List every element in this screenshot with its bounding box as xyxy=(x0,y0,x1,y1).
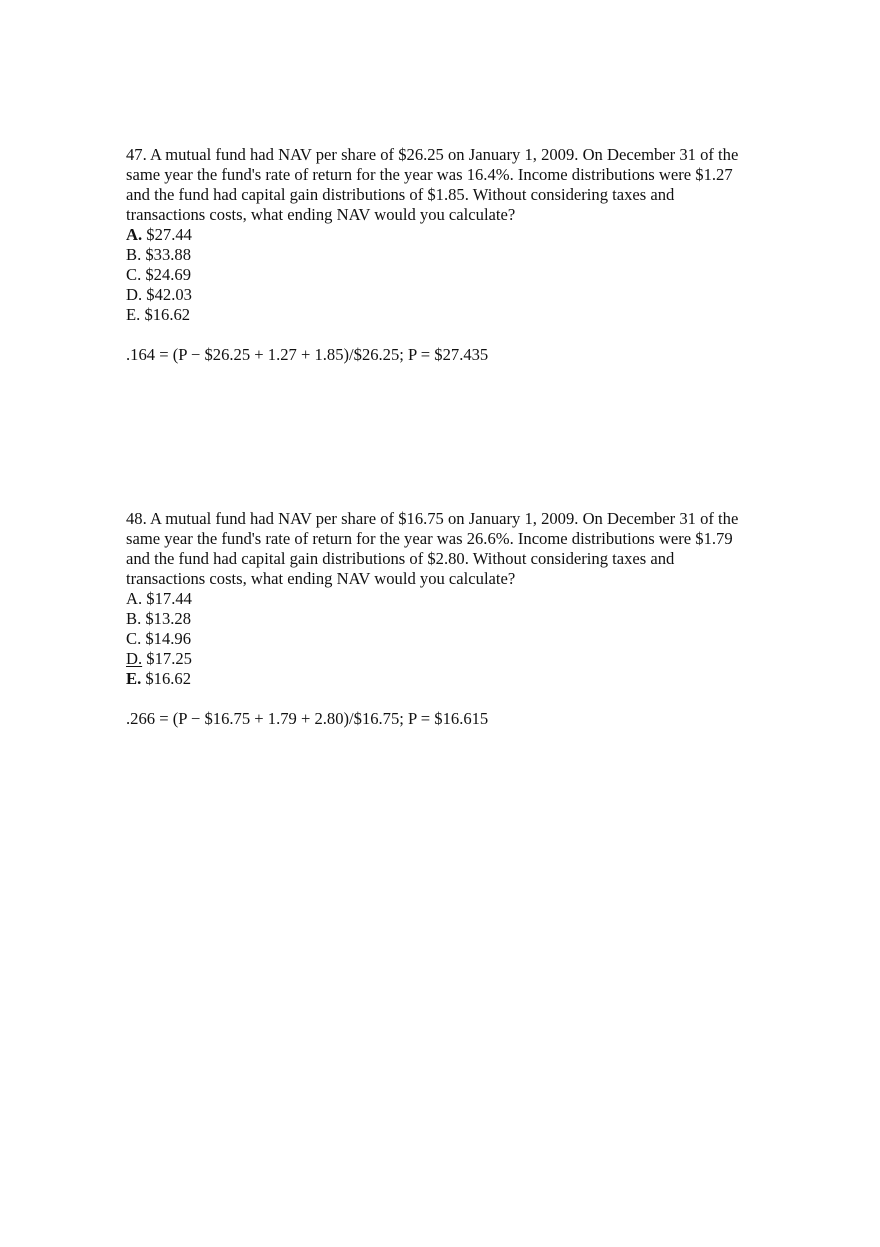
option-value: $17.44 xyxy=(146,589,192,608)
option-e xyxy=(126,305,786,325)
option-value: $14.96 xyxy=(145,629,192,648)
option-letter: E. xyxy=(126,305,141,324)
option-c xyxy=(126,629,786,649)
option-letter: D. xyxy=(126,285,143,304)
option-letter: E. xyxy=(126,669,142,688)
option-letter: D. xyxy=(126,649,143,668)
question-stem xyxy=(126,145,786,225)
answer-options xyxy=(126,225,786,325)
stem-line: 47. A mutual fund had NAV per share of $26.25 on January 1, 2009. On December 31 of the xyxy=(126,145,739,164)
option-value: $13.28 xyxy=(145,609,192,628)
option-d xyxy=(126,649,786,669)
option-e xyxy=(126,669,786,689)
solution-line: .266 = (P − $16.75 + 1.79 + 2.80)/$16.75; P = $16.615 xyxy=(126,709,489,728)
stem-line: transactions costs, what ending NAV would you calculate? xyxy=(126,569,516,588)
option-b xyxy=(126,609,786,629)
option-a xyxy=(126,589,786,609)
stem-line: and the fund had capital gain distributions of $2.80. Without considering taxes and xyxy=(126,549,675,568)
answer-options xyxy=(126,589,786,689)
solution-line: .164 = (P − $26.25 + 1.27 + 1.85)/$26.25; P = $27.435 xyxy=(126,345,489,364)
option-letter: C. xyxy=(126,629,142,648)
option-letter: C. xyxy=(126,265,142,284)
option-value: $16.62 xyxy=(145,669,192,688)
stem-line: transactions costs, what ending NAV would you calculate? xyxy=(126,205,516,224)
option-value: $16.62 xyxy=(144,305,191,324)
option-a xyxy=(126,225,786,245)
question-stem xyxy=(126,509,786,589)
option-letter: B. xyxy=(126,245,142,264)
question-48 xyxy=(126,509,786,729)
option-d xyxy=(126,285,786,305)
option-letter: B. xyxy=(126,609,142,628)
option-value: $27.44 xyxy=(146,225,192,244)
option-value: $33.88 xyxy=(145,245,192,264)
stem-line: and the fund had capital gain distributions of $1.85. Without considering taxes and xyxy=(126,185,675,204)
option-letter: A. xyxy=(126,589,143,608)
option-value: $24.69 xyxy=(145,265,192,284)
question-47 xyxy=(126,145,786,365)
stem-line: same year the fund's rate of return for the year was 16.4%. Income distributions were $1.27 xyxy=(126,165,733,184)
option-value: $17.25 xyxy=(146,649,192,668)
stem-line: same year the fund's rate of return for the year was 26.6%. Income distributions were $1.79 xyxy=(126,529,733,548)
option-b xyxy=(126,245,786,265)
option-letter: A. xyxy=(126,225,143,244)
stem-line: 48. A mutual fund had NAV per share of $16.75 on January 1, 2009. On December 31 of the xyxy=(126,509,739,528)
option-c xyxy=(126,265,786,285)
option-value: $42.03 xyxy=(146,285,192,304)
